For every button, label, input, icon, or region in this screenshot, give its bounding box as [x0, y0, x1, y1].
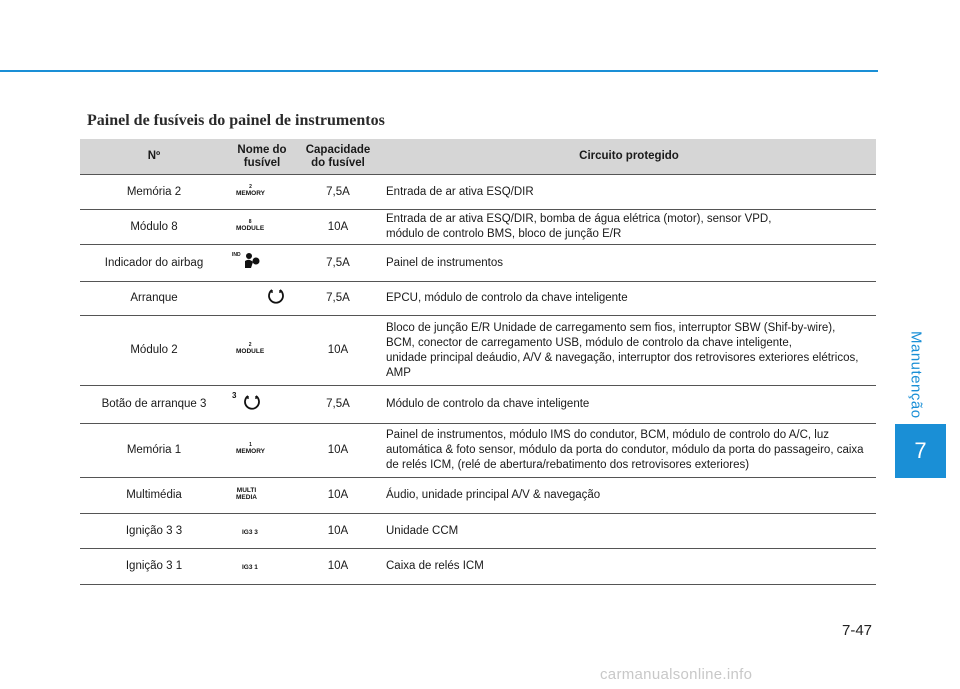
table-row — [80, 210, 876, 245]
fuse-symbol — [228, 514, 296, 549]
page-title: Painel de fusíveis do painel de instrumentos — [87, 112, 385, 129]
table-row — [80, 514, 876, 549]
fuse-table-body — [80, 175, 876, 585]
fuse-symbol — [228, 282, 296, 316]
symbol-text: IG3 3 — [242, 528, 258, 536]
symbol-index: 8 — [248, 218, 252, 225]
fuse-name: Memória 1 — [80, 424, 228, 478]
fuse-capacity: 10A — [296, 210, 380, 245]
table-row — [80, 316, 876, 386]
fuse-name: Memória 2 — [80, 175, 228, 210]
symbol-index: 1 — [249, 442, 252, 448]
header-no: Nº — [80, 139, 228, 175]
protected-circuit: EPCU, módulo de controlo da chave inteligente — [380, 282, 876, 316]
fuse-name: Módulo 2 — [80, 316, 228, 386]
top-rule — [0, 70, 878, 72]
fuse-name: Arranque — [80, 282, 228, 316]
fuse-name: Indicador do airbag — [80, 245, 228, 282]
fuse-capacity: 7,5A — [296, 175, 380, 210]
protected-circuit: Entrada de ar ativa ESQ/DIR, bomba de água elétrica (motor), sensor VPD, módulo de controlo BMS, bloco de junção E/R — [380, 210, 876, 245]
fuse-capacity: 10A — [296, 478, 380, 514]
symbol-text: MODULE — [236, 224, 265, 232]
symbol-index: 3 — [232, 391, 237, 400]
section-label: Manutenção — [907, 331, 925, 419]
symbol-text: MEMORY — [236, 448, 266, 455]
table-row — [80, 478, 876, 514]
watermark: carmanualsonline.info — [600, 666, 753, 683]
table-header-row — [80, 139, 876, 175]
protected-circuit: Bloco de junção E/R Unidade de carregamento sem fios, interruptor SBW (Shif-by-wire), BCM, conector de carregamento USB, módulo de controlo da chave inteligente, unidade principal deáudio, A/V & navegação, interruptor dos retrovisores exteriores elétricos, AMP — [380, 316, 876, 386]
fuse-symbol — [228, 478, 296, 514]
symbol-text: MEMORY — [236, 189, 266, 197]
table-row — [80, 549, 876, 585]
fuse-name: Ignição 3 1 — [80, 549, 228, 585]
protected-circuit: Painel de instrumentos — [380, 245, 876, 282]
symbol-text: MULTI MEDIA — [236, 487, 257, 501]
fuse-capacity: 7,5A — [296, 282, 380, 316]
fuse-name: Botão de arranque 3 — [80, 386, 228, 424]
protected-circuit: Módulo de controlo da chave inteligente — [380, 386, 876, 424]
fuse-capacity: 7,5A — [296, 245, 380, 282]
fuse-symbol — [228, 175, 296, 210]
protected-circuit: Painel de instrumentos, módulo IMS do condutor, BCM, módulo de controlo do A/C, luz automática & foto sensor, módulo da porta do condutor, módulo da porta do passageiro, caixa de relés ICM, (relé de abertura/rebatimento dos retrovisores exteriores) — [380, 424, 876, 478]
table-row — [80, 282, 876, 316]
symbol-index: 2 — [248, 342, 252, 348]
fuse-table — [80, 139, 876, 585]
fuse-name: Multimédia — [80, 478, 228, 514]
symbol-index: 2 — [249, 183, 252, 190]
fuse-symbol — [228, 245, 296, 282]
fuse-symbol-label — [242, 529, 258, 536]
fuse-symbol-label — [236, 220, 264, 232]
chapter-tab: 7 — [895, 424, 946, 478]
symbol-index: IND — [232, 251, 241, 258]
header-circuit: Circuito protegido — [380, 139, 876, 175]
fuse-capacity: 10A — [296, 549, 380, 585]
protected-circuit: Entrada de ar ativa ESQ/DIR — [380, 175, 876, 210]
header-capacity: Capacidade do fusível — [296, 139, 380, 175]
fuse-symbol-label — [236, 343, 264, 355]
table-row — [80, 424, 876, 478]
table-row — [80, 175, 876, 210]
protected-circuit: Áudio, unidade principal A/V & navegação — [380, 478, 876, 514]
start-button-icon — [232, 392, 262, 413]
fuse-symbol-label — [242, 564, 258, 571]
fuse-name: Módulo 8 — [80, 210, 228, 245]
fuse-symbol — [228, 316, 296, 386]
fuse-name: Ignição 3 3 — [80, 514, 228, 549]
fuse-capacity: 10A — [296, 316, 380, 386]
header-name: Nome do fusível — [228, 139, 296, 175]
symbol-text: MODULE — [236, 348, 265, 355]
airbag-icon — [232, 252, 261, 271]
fuse-symbol — [228, 210, 296, 245]
protected-circuit: Unidade CCM — [380, 514, 876, 549]
fuse-capacity: 10A — [296, 424, 380, 478]
fuse-capacity: 7,5A — [296, 386, 380, 424]
table-row — [80, 245, 876, 282]
fuse-symbol — [228, 386, 296, 424]
page-number: 7-47 — [842, 622, 873, 639]
fuse-capacity: 10A — [296, 514, 380, 549]
fuse-symbol — [228, 424, 296, 478]
fuse-symbol-label — [236, 185, 265, 197]
start-button-icon — [232, 286, 286, 307]
fuse-symbol — [228, 549, 296, 585]
symbol-text: IG3 1 — [242, 564, 258, 571]
table-row — [80, 386, 876, 424]
fuse-symbol-label — [236, 487, 257, 501]
fuse-symbol-label — [236, 443, 265, 455]
protected-circuit: Caixa de relés ICM — [380, 549, 876, 585]
